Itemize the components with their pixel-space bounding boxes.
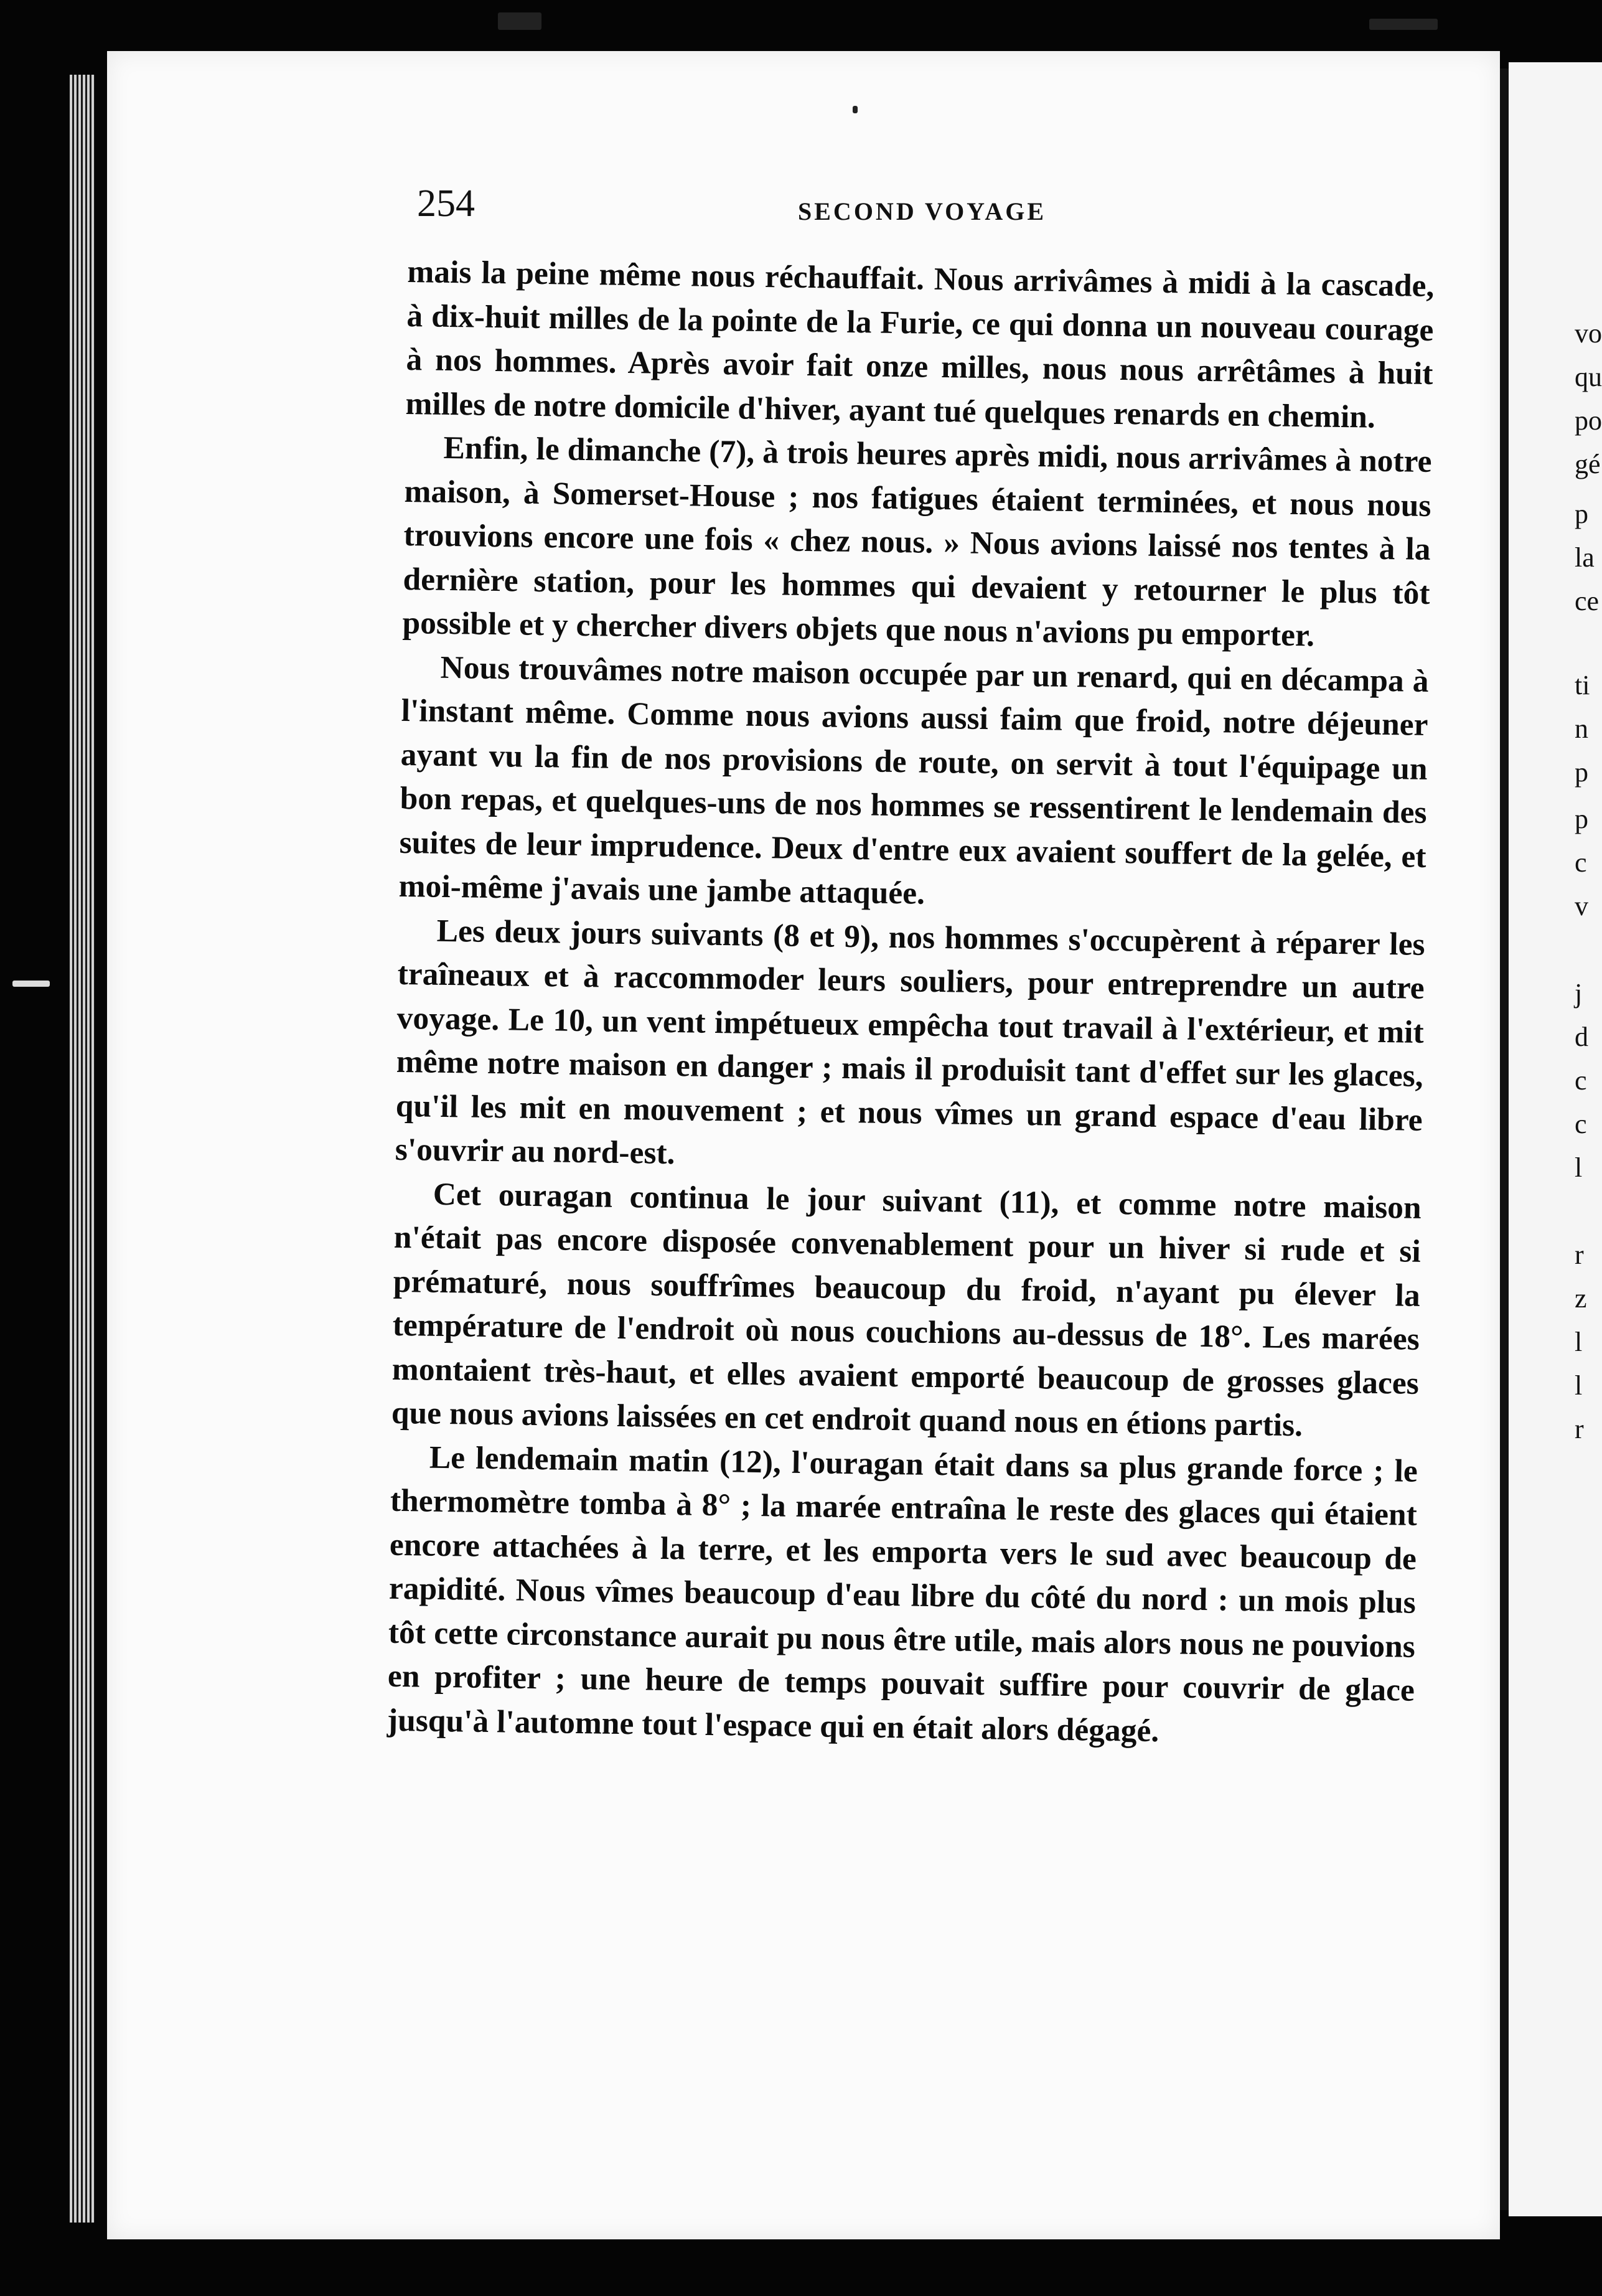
body-text	[387, 250, 1435, 1757]
facing-page-fragment: la	[1575, 542, 1595, 573]
facing-page-fragment: d	[1575, 1022, 1588, 1052]
facing-page-fragment: v	[1575, 891, 1588, 921]
scan-speck	[853, 106, 858, 113]
paragraph: Les deux jours suivants (8 et 9), nos hommes s'occupèrent à réparer les traîneaux et à raccommoder leurs souliers, pour entreprendre un autre voyage. Le 10, un vent impétueux empêcha tout travail à l'extérieur, et mit même notre maison en danger ; mais il produisit tant d'effet sur les glaces, qu'il les mit en mouvement ; et nous vîmes un grand espace d'eau libre s'ouvrir au nord-est.	[395, 913, 1425, 1172]
facing-page-fragment: j	[1575, 978, 1583, 1009]
facing-page-fragment: qu	[1575, 362, 1602, 392]
facing-page-fragment: n	[1575, 713, 1588, 744]
facing-page-fragment: gé	[1575, 449, 1601, 479]
scan-speck	[1369, 19, 1438, 30]
facing-page-fragment: ti	[1575, 670, 1590, 700]
facing-page-fragment: c	[1575, 1065, 1587, 1096]
page-header	[417, 182, 1475, 238]
facing-page-fragment: l	[1575, 1152, 1583, 1183]
facing-page-edge	[1509, 62, 1602, 2216]
paragraph: Nous trouvâmes notre maison occupée par un renard, qui en décampa à l'instant même. Comme nous avions aussi faim que froid, notre déjeuner ayant vu la fin de nos provisions de route, on servit à tout l'équipage un bon repas, et quelques-uns de nos hommes se ressentirent le lendemain des suites de leur imprudence. Deux d'entre eux avaient souffert de la gelée, et moi-même j'avais une jambe attaquée.	[398, 649, 1429, 911]
paragraph: Le lendemain matin (12), l'ouragan était dans sa plus grande force ; le thermomètre tomba à 8° ; la marée entraîna le reste des glaces qui étaient encore attachées à la terre, et les emporta vers le sud avec beaucoup de rapidité. Nous vîmes beaucoup d'eau libre du côté du nord : un mois plus tôt cette circonstance aurait pu nous être utile, mais alors nous ne pouvions en profiter ; une heure de temps pouvait suffire pour couvrir de glace jusqu'à l'automne tout l'espace qui en était alors dégagé.	[386, 1439, 1418, 1749]
page-number: 254	[417, 182, 475, 225]
facing-page-fragment: z	[1575, 1283, 1587, 1314]
facing-page-fragment: vo	[1575, 318, 1602, 349]
facing-page-fragment: l	[1575, 1327, 1583, 1357]
paragraph: Cet ouragan continua le jour suivant (11), et comme notre maison n'était pas encore disposée convenablement pour un hiver si rude et si prématuré, nous souffrîmes beaucoup du froid, n'ayant pu élever la température de l'endroit où nous couchions au-dessus de 18°. Les marées montaient très-haut, et elles avaient emporté beaucoup de grosses glaces que nous avions laissées en cet endroit quand nous en étions partis.	[391, 1176, 1422, 1444]
facing-page-fragment: l	[1575, 1370, 1583, 1401]
facing-page-fragment: p	[1575, 499, 1588, 529]
facing-page-fragment: p	[1575, 804, 1588, 834]
facing-page-fragment: c	[1575, 847, 1587, 878]
facing-page-fragment: r	[1575, 1414, 1584, 1444]
page-stack-edge	[70, 75, 95, 2223]
facing-page-fragment: c	[1575, 1109, 1587, 1139]
facing-page-fragment: r	[1575, 1240, 1584, 1270]
facing-page-fragment: p	[1575, 757, 1588, 788]
book-gutter	[1500, 68, 1509, 2210]
facing-page-fragment: po	[1575, 405, 1602, 436]
scan-speck	[498, 12, 541, 30]
paragraph: Enfin, le dimanche (7), à trois heures après midi, nous arrivâmes à notre maison, à Somerset-House ; nos fatigues étaient terminées, et nous nous trouvions encore une fois « chez nous. » Nous avions laissé nos tentes à la dernière station, pour les hommes qui devaient y retourner le plus tôt possible et y chercher divers objets que nous n'avions pu emporter.	[402, 430, 1432, 654]
facing-page-fragment: ce	[1575, 586, 1600, 616]
paragraph: mais la peine même nous réchauffait. Nous arrivâmes à midi à la cascade, à dix-huit milles de la pointe de la Furie, ce qui donna un nouveau courage à nos hommes. Après avoir fait onze milles, nous nous arrêtâmes à huit milles de notre domicile d'hiver, ayant tué quelques renards en chemin.	[405, 253, 1435, 435]
running-head: SECOND VOYAGE	[798, 197, 1047, 225]
scan-speck	[12, 981, 50, 987]
